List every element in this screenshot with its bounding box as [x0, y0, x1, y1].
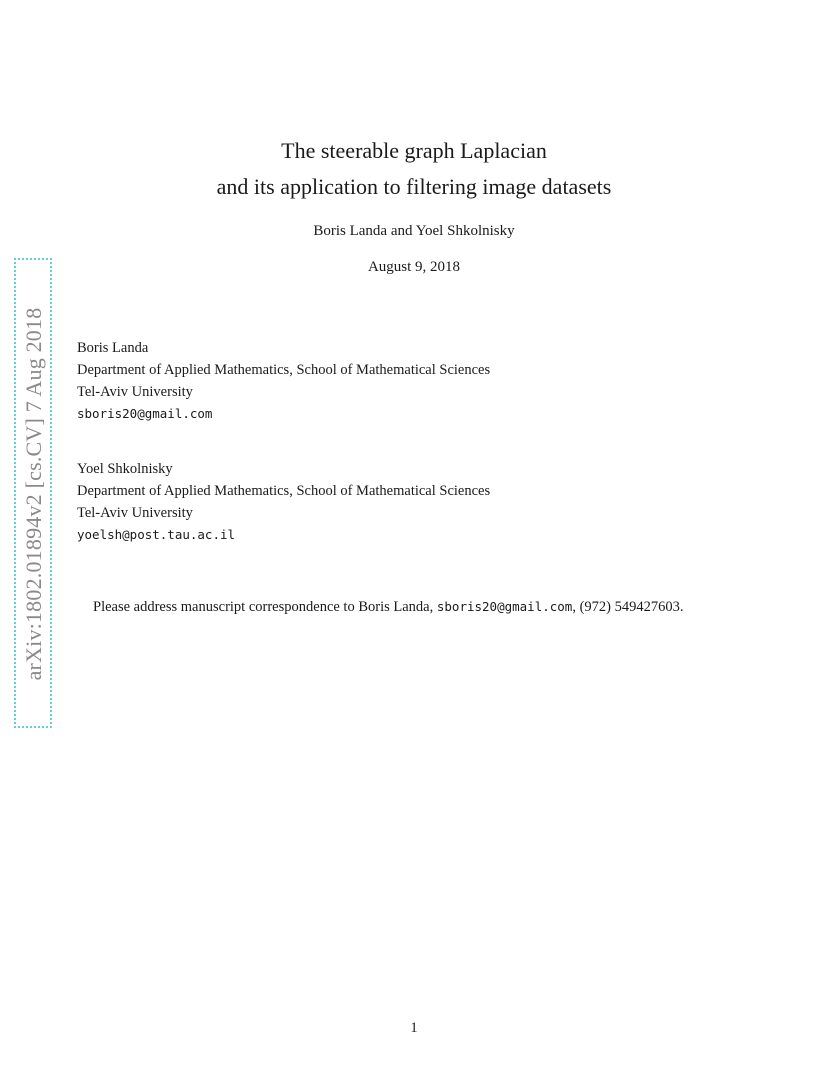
affiliation-block-landa: [77, 337, 490, 425]
correspondence-suffix: , (972) 549427603.: [572, 599, 684, 615]
paper-title-line1: The steerable graph Laplacian: [281, 138, 547, 163]
paper-authors: Boris Landa and Yoel Shkolnisky: [313, 223, 515, 239]
paper-title-line2: and its application to filtering image datasets: [216, 174, 612, 199]
affiliation-university: Tel-Aviv University: [77, 505, 193, 521]
affiliation-university: Tel-Aviv University: [77, 384, 193, 400]
affiliation-department: Department of Applied Mathematics, School of Mathematical Sciences: [77, 362, 491, 378]
page-number: 1: [410, 1020, 418, 1036]
affiliation-email: sboris20@gmail.com: [77, 406, 213, 421]
affiliation-department: Department of Applied Mathematics, School of Mathematical Sciences: [77, 483, 491, 499]
paper-date: August 9, 2018: [367, 259, 461, 275]
arxiv-stamp: arXiv:1802.01894v2 [cs.CV] 7 Aug 2018: [21, 307, 46, 681]
affiliation-name: Yoel Shkolnisky: [77, 461, 173, 477]
correspondence-email: sboris20@gmail.com: [436, 599, 573, 614]
correspondence-prefix: Please address manuscript correspondence to Boris Landa,: [93, 599, 437, 615]
correspondence-note: [93, 596, 793, 618]
affiliation-block-shkolnisky: [77, 458, 490, 546]
affiliation-email: yoelsh@post.tau.ac.il: [77, 527, 236, 542]
affiliation-name: Boris Landa: [77, 340, 149, 356]
